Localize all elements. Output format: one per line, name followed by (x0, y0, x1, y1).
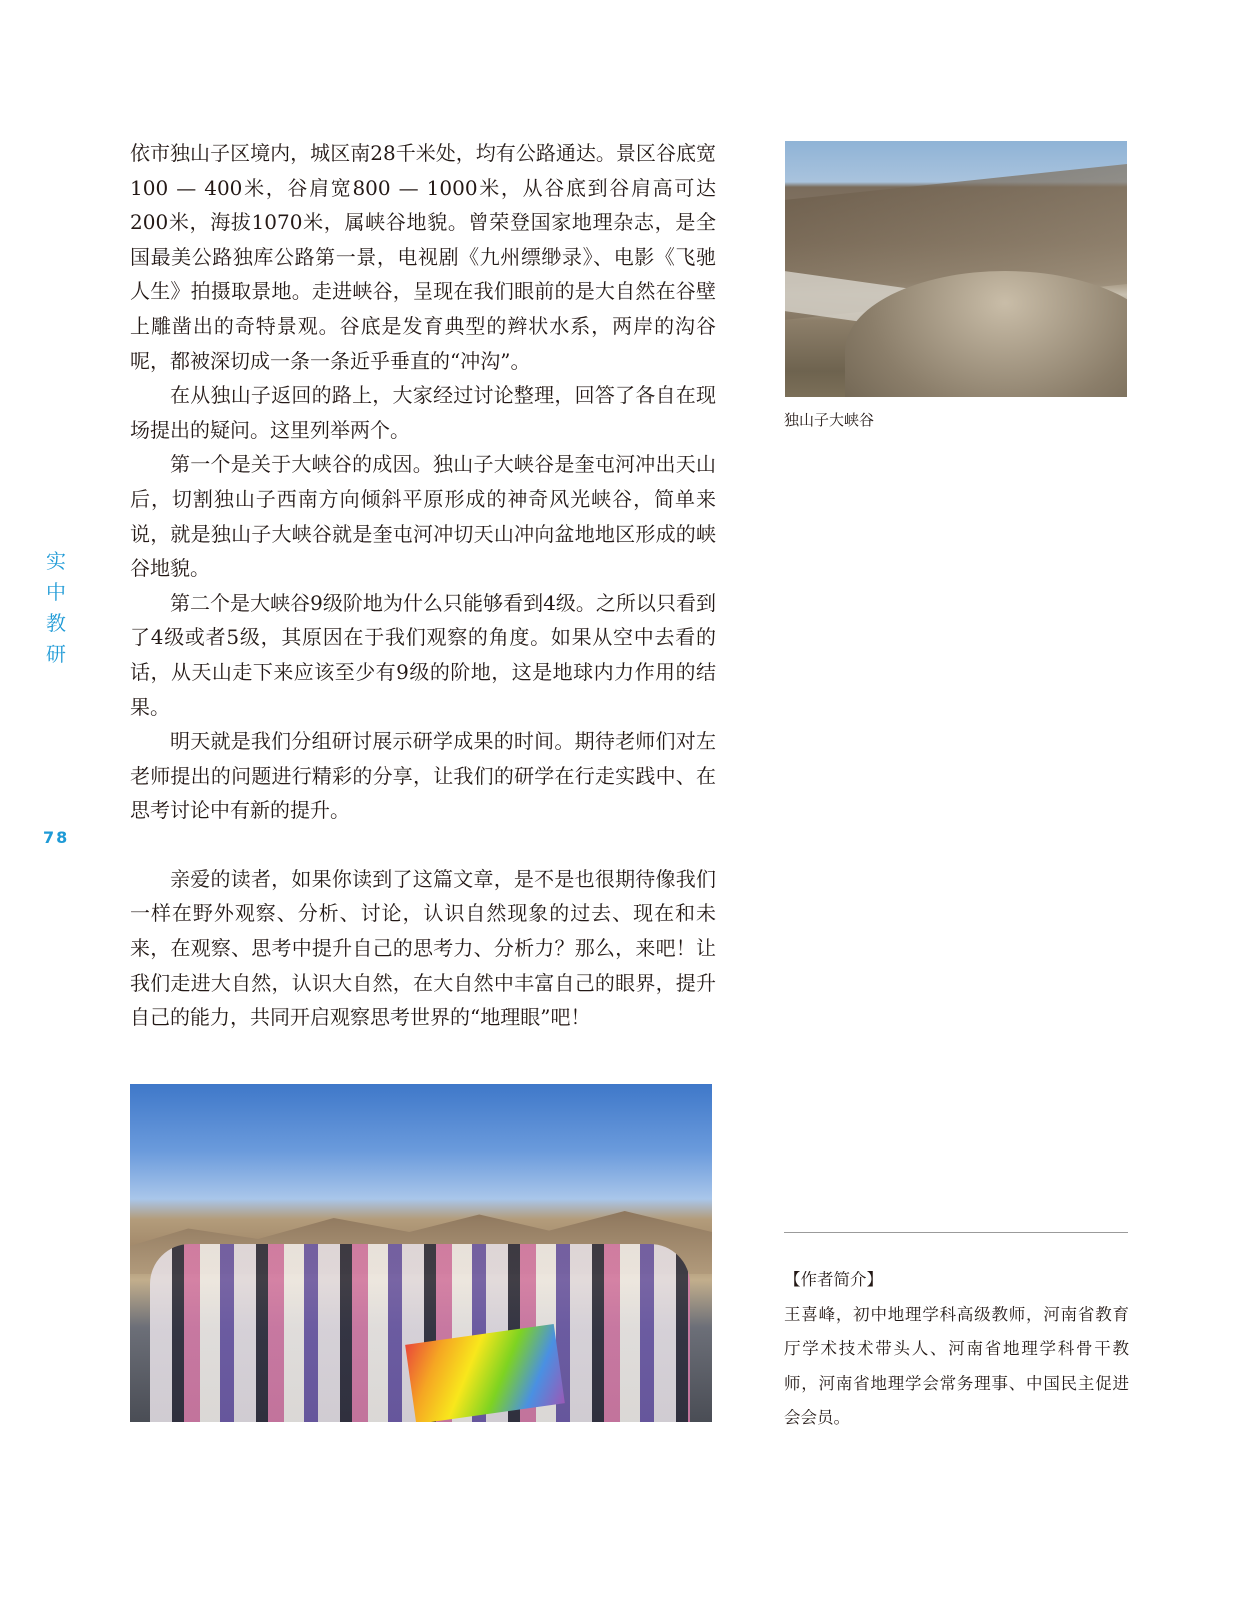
side-label-char: 实 (46, 549, 66, 573)
side-label-char: 教 (46, 611, 66, 635)
article-paragraph: 明天就是我们分组研讨展示研学成果的时间。期待老师们对左老师提出的问题进行精彩的分享，让我们的研学在行走实践中、在思考讨论中有新的提升。 (130, 729, 716, 823)
section-side-label (44, 546, 68, 670)
article-paragraph: 在从独山子返回的路上，大家经过讨论整理，回答了各自在现场提出的疑问。这里列举两个。 (130, 383, 716, 442)
article-paragraph: 依市独山子区境内，城区南28千米处，均有公路通达。景区谷底宽100 — 400米，谷肩宽800 — 1000米，从谷底到谷肩高可达200米，海拔1070米，属峡谷地貌。曾荣登国家地理杂志，是全国最美公路独库公路第一景，电视剧《九州缥缈录》、电影《飞驰人生》拍摄取景地。走进峡谷，呈现在我们眼前的是大自然在谷壁上雕凿出的奇特景观。谷底是发育典型的辫状水系，两岸的沟谷呢，都被深切成一条一条近乎垂直的“冲沟”。 (130, 141, 716, 373)
canyon-photo-caption: 独山子大峡谷 (784, 411, 875, 429)
article-paragraph: 第二个是大峡谷9级阶地为什么只能够看到4级。之所以只看到了4级或者5级，其原因在于我们观察的角度。如果从空中去看的话，从天山走下来应该至少有9级的阶地，这是地球内力作用的结果。 (130, 590, 716, 719)
author-bio-title: 【作者简介】 (784, 1270, 883, 1289)
canyon-photo (785, 141, 1127, 397)
author-bio-text: 王喜峰，初中地理学科高级教师，河南省教育厅学术技术带头人、河南省地理学科骨干教师，河南省地理学会常务理事、中国民主促进会会员。 (784, 1304, 1129, 1427)
article-body (130, 136, 716, 1035)
article-paragraph: 亲爱的读者，如果你读到了这篇文章，是不是也很期待像我们一样在野外观察、分析、讨论，认识自然现象的过去、现在和未来，在观察、思考中提升自己的思考力、分析力？那么，来吧！让我们走进大自然，认识大自然，在大自然中丰富自己的眼界，提升自己的能力，共同开启观察思考世界的“地理眼”吧！ (130, 866, 716, 1030)
article-paragraph: 第一个是关于大峡谷的成因。独山子大峡谷是奎屯河冲出天山后，切割独山子西南方向倾斜平原形成的神奇风光峡谷，简单来说，就是独山子大峡谷就是奎屯河冲切天山冲向盆地地区形成的峡谷地貌。 (130, 452, 716, 581)
group-photo (130, 1084, 712, 1422)
page-number: 78 (43, 828, 70, 847)
author-bio (784, 1263, 1129, 1436)
bio-divider (784, 1232, 1128, 1233)
side-label-char: 中 (46, 580, 66, 604)
side-label-char: 研 (46, 642, 66, 666)
